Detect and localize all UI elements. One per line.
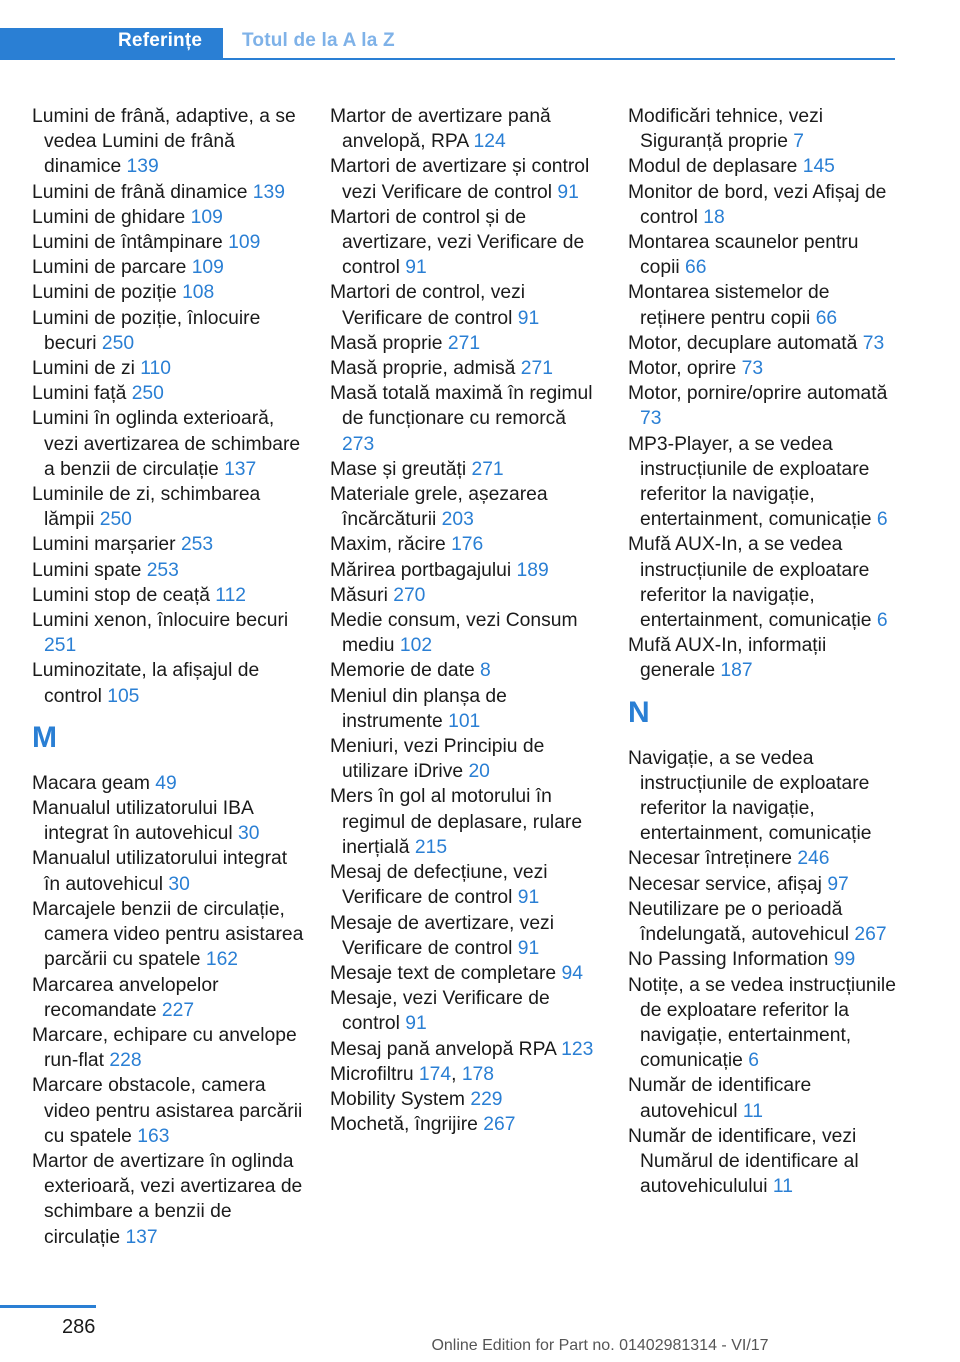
index-entry-text: Lumini de zi — [32, 358, 135, 380]
index-entry-text: Lumini de parcare — [32, 257, 187, 279]
index-entry — [32, 897, 304, 973]
index-entry — [628, 846, 900, 871]
page-reference-link[interactable]: 7 — [793, 131, 805, 153]
page-reference-link[interactable]: 6 — [876, 610, 888, 632]
page-number: 286 — [62, 1316, 96, 1338]
page-reference-link[interactable]: 246 — [797, 848, 830, 870]
page-reference-link[interactable]: 6 — [748, 1050, 759, 1072]
index-entry-text: Număr de identificare, vezi Numărul de identificare al autovehiculului — [628, 1125, 859, 1198]
index-entry-text: Martori de control, vezi Verificare de control — [330, 282, 526, 329]
page-reference-link[interactable]: 137 — [224, 458, 257, 480]
page-reference-link[interactable]: 11 — [772, 1176, 793, 1198]
index-entry — [330, 154, 602, 204]
index-entry-text: Mufă AUX-In, informații generale — [628, 635, 827, 682]
index-entry-text: Meniul din planșa de instrumente — [330, 685, 507, 732]
index-entry-text: Lumini de ghidare — [32, 206, 186, 228]
index-entry — [628, 356, 900, 381]
page-reference-link[interactable]: 91 — [405, 1013, 427, 1035]
index-entry-text: Martori de avertizare și control vezi Verificare de control — [330, 156, 590, 203]
index-entry — [330, 784, 602, 860]
index-entry-text: Meniuri, vezi Principiu de utilizare iDrive — [330, 736, 545, 783]
index-entry-text: Număr de identificare autovehicul — [628, 1075, 812, 1122]
index-entry — [32, 796, 304, 846]
page-reference-link[interactable]: 109 — [191, 257, 224, 279]
page-reference-link[interactable]: 97 — [827, 873, 849, 895]
page-reference-link[interactable]: 94 — [561, 962, 583, 984]
index-entry — [32, 846, 304, 896]
page-reference-link[interactable]: 215 — [414, 836, 448, 858]
page-reference-link[interactable]: 228 — [109, 1050, 142, 1072]
page-reference-link[interactable]: 203 — [441, 509, 474, 531]
index-entry-text: Memorie de date — [330, 660, 475, 682]
index-entry-text: Marcare obstacole, camera video pentru asistarea parcării cu spatele — [32, 1075, 303, 1147]
edition-footer — [0, 1337, 960, 1355]
page-reference-link[interactable]: 105 — [107, 685, 140, 707]
page-reference-link[interactable]: 163 — [137, 1125, 170, 1147]
index-entry-text: Necesar întreținere — [628, 848, 792, 870]
page-reference-link[interactable]: 250 — [99, 509, 132, 531]
index-entry — [628, 1124, 900, 1200]
index-entry — [628, 230, 900, 280]
index-entry-text: Mesaj pană anvelopă RPA — [330, 1038, 556, 1060]
index-entry-text: Neutilizare pe o perioadă îndelungată, autovehicul — [628, 898, 850, 946]
page-reference-link[interactable]: 139 — [126, 156, 159, 178]
index-entry — [32, 771, 304, 796]
index-entry-text: Mesaje text de completare — [330, 962, 557, 984]
page-header — [0, 0, 960, 64]
page-reference-link[interactable]: 109 — [190, 206, 223, 228]
page-reference-link[interactable]: 271 — [520, 358, 553, 380]
index-entry-text: Manualul utilizatorului IBA integrat în autovehicul — [32, 798, 253, 845]
index-entry-text: Martor de avertizare în oglinda exterioară, vezi avertizarea de schimbare a benzii de circulație — [32, 1150, 303, 1248]
index-entry — [32, 406, 304, 482]
page-reference-link[interactable]: 123 — [561, 1038, 594, 1060]
index-entry — [32, 205, 304, 230]
index-entry-text: Montarea scaunelor pentru copii — [628, 232, 859, 279]
index-entry — [32, 558, 304, 583]
index-entry-text: Modul de deplasare — [628, 156, 798, 178]
page-reference-link[interactable]: 250 — [101, 332, 135, 354]
index-entry-text: Mufă AUX-In, a se vedea instrucțiunile de exploatare referitor la navigație, entertainment, comunicație — [628, 534, 872, 632]
index-entry-text: Materiale grele, așezarea încărcăturii — [330, 484, 548, 531]
index-entry — [330, 104, 602, 154]
index-entry — [32, 658, 304, 708]
index-entry — [32, 104, 304, 180]
index-entry — [330, 860, 602, 910]
index-entry — [32, 280, 304, 305]
page-reference-link[interactable]: 6 — [876, 509, 888, 531]
index-entry-text: Notițe, a se vedea instrucțiunile de exploatare referitor la navigație, entertainment, comunicație — [628, 974, 896, 1072]
index-entry — [330, 734, 602, 784]
page-reference-link[interactable]: 253 — [146, 559, 179, 581]
page-reference-link[interactable]: 73 — [862, 332, 885, 354]
index-entry-text: Măsuri — [330, 584, 388, 606]
index-entry — [628, 746, 900, 847]
index-entry — [32, 230, 304, 255]
index-entry-text: Microfiltru — [330, 1063, 414, 1085]
index-entry — [32, 532, 304, 557]
page-reference-link[interactable]: 137 — [125, 1226, 158, 1248]
page-reference-link[interactable]: 66 — [685, 257, 707, 279]
index-entry-text: Modificări tehnice, vezi Siguranță proprie — [628, 106, 824, 153]
index-entry-text: Lumini de poziție — [32, 282, 177, 304]
page-reference-link[interactable]: 251 — [44, 635, 77, 657]
index-entry-text: Masă proprie — [330, 332, 443, 354]
index-entry — [32, 1023, 304, 1073]
index-column-1 — [32, 104, 304, 1250]
index-entry: Microfiltru 174, 178 — [330, 1063, 494, 1085]
page-reference-link[interactable]: 124 — [473, 131, 506, 153]
page-reference-link[interactable]: 11 — [742, 1100, 763, 1122]
index-entry — [330, 986, 602, 1036]
page-reference-link[interactable]: 112 — [215, 584, 247, 606]
page-reference-link[interactable]: 110 — [140, 358, 171, 380]
index-entry-text: Lumini marșarier — [32, 534, 176, 556]
page-reference-link[interactable]: 270 — [393, 584, 426, 606]
index-entry-text: MP3-Player, a se vedea instrucțiunile de exploatare referitor la navigație, entertainment, comunicație — [628, 433, 872, 531]
index-entry-text: Medie consum, vezi Consum mediu — [330, 610, 578, 657]
index-entry-text: Martori de control și de avertizare, vezi Verificare de control — [330, 206, 585, 279]
section-letter: N — [628, 695, 650, 729]
index-entry — [330, 331, 602, 356]
page-reference-link[interactable]: 91 — [557, 181, 579, 203]
index-entry — [628, 180, 900, 230]
index-entry-text: Mărirea portbagajului — [330, 559, 512, 581]
index-entry — [32, 1149, 304, 1250]
index-entry — [32, 255, 304, 280]
index-entry-text: Lumini de întâmpinare — [32, 232, 223, 254]
index-entry-text: Lumini față — [32, 383, 127, 405]
page-reference-link[interactable]: 49 — [155, 772, 177, 794]
index-entry — [330, 961, 602, 986]
tab-referinte-label: Referințe — [118, 30, 203, 51]
index-column-3 — [628, 104, 900, 1199]
page-reference-link[interactable]: 91 — [517, 307, 540, 329]
index-entry-text: Marcarea anvelopelor recomandate — [32, 974, 219, 1021]
index-entry-text: Lumini de frână, adaptive, a se vedea Lumini de frână dinamice — [32, 106, 296, 178]
index-entry-text: Lumini de poziție, înlocuire becuri — [32, 307, 261, 354]
page-reference-link[interactable]: 271 — [447, 332, 481, 354]
edition-text: Online Edition for Part no. 01402981314 - VI/17 — [431, 1337, 769, 1354]
index-entry-text: Mesaje, vezi Verificare de control — [330, 988, 550, 1035]
index-entry — [330, 684, 602, 734]
page-reference-link[interactable]: 18 — [703, 206, 725, 228]
page-reference-link[interactable]: 101 — [448, 710, 481, 732]
index-entry-text: Lumini stop de ceață — [32, 584, 210, 606]
index-entry — [32, 1073, 304, 1149]
index-entry-text: Navigație, a se vedea instrucțiunile de exploatare referitor la navigație, entertainment, comunicație — [628, 747, 872, 845]
index-entry — [628, 947, 900, 972]
page-reference-link[interactable]: 102 — [399, 635, 433, 657]
page-reference-link[interactable]: 66 — [815, 307, 838, 329]
index-entry — [330, 911, 602, 961]
page-reference-link[interactable]: 273 — [342, 433, 375, 455]
index-entry — [330, 532, 602, 557]
page-reference-link[interactable]: 108 — [182, 282, 215, 304]
index-entry-text: Maxim, răcire — [330, 534, 446, 556]
index-entry — [330, 381, 602, 457]
index-entry-text: Mochetă, îngrijire — [330, 1114, 478, 1136]
page-reference-link[interactable]: 109 — [228, 232, 261, 254]
page-reference-link[interactable]: 229 — [470, 1088, 503, 1110]
index-entry — [330, 608, 602, 658]
index-entry-text: No Passing Information — [628, 949, 829, 971]
index-entry — [330, 558, 602, 583]
page-reference-link[interactable]: 267 — [854, 924, 887, 946]
index-entry — [330, 1037, 602, 1062]
index-entry-text: Mers în gol al motorului în regimul de deplasare, rulare inerțială — [330, 786, 583, 858]
page-reference-link[interactable]: 73 — [741, 358, 764, 380]
index-entry — [32, 973, 304, 1023]
page-reference-link[interactable]: 30 — [168, 873, 190, 895]
index-entry — [628, 331, 900, 356]
page-reference-link[interactable]: 227 — [161, 999, 195, 1021]
index-entry — [628, 973, 900, 1074]
index-entry-text: Montarea sistemelor de rețінere pentru copii — [628, 282, 830, 329]
index-entry — [330, 583, 602, 608]
index-entry — [330, 280, 602, 330]
page-reference-link[interactable]: 178 — [461, 1063, 494, 1085]
header-divider — [223, 58, 895, 60]
page-reference-link[interactable]: 20 — [468, 761, 490, 783]
index-entry-text: Martor de avertizare pană anvelopă, RPA — [330, 106, 551, 153]
index-entry-text: Lumini spate — [32, 559, 142, 581]
index-entry-text: Manualul utilizatorului integrat în autovehicul — [32, 848, 288, 895]
index-entry — [330, 482, 602, 532]
page-reference-link[interactable]: 8 — [480, 660, 491, 682]
index-entry — [330, 658, 602, 683]
index-entry — [628, 280, 900, 330]
index-entry — [32, 482, 304, 532]
index-entry-text: Macara geam — [32, 772, 150, 794]
page-reference-link[interactable]: 174 — [418, 1063, 452, 1085]
index-entry-text: Marcare, echipare cu anvelope run-flat — [32, 1024, 297, 1072]
page-reference-link[interactable]: 99 — [833, 949, 856, 971]
index-entry-text: Mesaj de defecțiune, vezi Verificare de control — [330, 862, 548, 909]
index-entry — [628, 532, 900, 633]
index-entry — [32, 608, 304, 658]
index-entry-text: Motor, decuplare automată — [628, 332, 858, 354]
index-entry — [628, 872, 900, 897]
index-entry — [330, 1112, 602, 1137]
index-entry — [628, 154, 900, 179]
index-entry-text: Masă proprie, admisă — [330, 358, 516, 380]
index-entry — [628, 104, 900, 154]
page-reference-link[interactable]: 145 — [802, 156, 835, 178]
footer-divider — [0, 1305, 96, 1308]
index-entry — [628, 1073, 900, 1123]
index-entry — [32, 356, 304, 381]
page-reference-link[interactable]: 91 — [405, 257, 427, 279]
tab-totul-de-la-a-la-z-label[interactable]: Totul de la A la Z — [242, 30, 395, 51]
page-reference-link[interactable]: 30 — [238, 823, 260, 845]
page-reference-link[interactable]: 176 — [451, 534, 484, 556]
index-entry — [628, 432, 900, 533]
index-entry — [330, 205, 602, 281]
index-entry-text: Mesaje de avertizare, vezi Verificare de control — [330, 912, 554, 959]
index-entry — [330, 1087, 602, 1112]
page-reference-link[interactable]: 189 — [516, 559, 549, 581]
index-entry — [628, 633, 900, 683]
index-entry-text: Masă totală maximă în regimul de funcționare cu remorcă — [330, 383, 593, 430]
index-entry — [32, 306, 304, 356]
index-entry-text: Monitor de bord, vezi Afișaj de control — [628, 181, 887, 228]
index-entry — [628, 897, 900, 947]
section-letter: M — [32, 720, 57, 754]
index-entry-text: Luminozitate, la afișajul de control — [32, 660, 260, 707]
page-reference-link[interactable]: 162 — [205, 949, 239, 971]
index-entry-text: Marcajele benzii de circulație, camera video pentru asistarea parcării cu spatele — [32, 898, 304, 971]
index-entry — [32, 583, 304, 608]
index-entry — [628, 381, 900, 431]
page-reference-link[interactable]: 139 — [252, 181, 285, 203]
page-reference-link[interactable]: 267 — [483, 1114, 516, 1136]
index-entry — [330, 356, 602, 381]
index-entry — [32, 381, 304, 406]
page-reference-link[interactable]: 253 — [180, 534, 214, 556]
index-entry-text: Luminile de zi, schimbarea lămpii — [32, 484, 261, 531]
page-reference-link[interactable]: 91 — [517, 937, 540, 959]
index-entry-text: Motor, oprire — [628, 358, 737, 380]
index-entry-text: Necesar service, afișaj — [628, 873, 822, 895]
page-reference-link[interactable]: 73 — [640, 408, 662, 430]
index-entry-text: Motor, pornire/oprire automată — [628, 383, 888, 405]
index-column-2 — [330, 104, 602, 1137]
index-entry — [32, 180, 304, 205]
page-reference-link[interactable]: 91 — [517, 887, 540, 909]
index-entry-text: Mobility System — [330, 1088, 465, 1110]
page-reference-link[interactable]: 187 — [720, 660, 753, 682]
page-reference-link[interactable]: 250 — [131, 383, 164, 405]
index-entry — [330, 457, 602, 482]
page-reference-link[interactable]: 271 — [471, 458, 504, 480]
index-entry-text: Lumini în oglinda exterioară, vezi avertizarea de schimbare a benzii de circulație — [32, 408, 301, 480]
index-entry-text: Mase și greutăți — [330, 458, 467, 480]
index-entry-text: Lumini de frână dinamice — [32, 181, 248, 203]
index-entry-text: Lumini xenon, înlocuire becuri — [32, 610, 289, 632]
